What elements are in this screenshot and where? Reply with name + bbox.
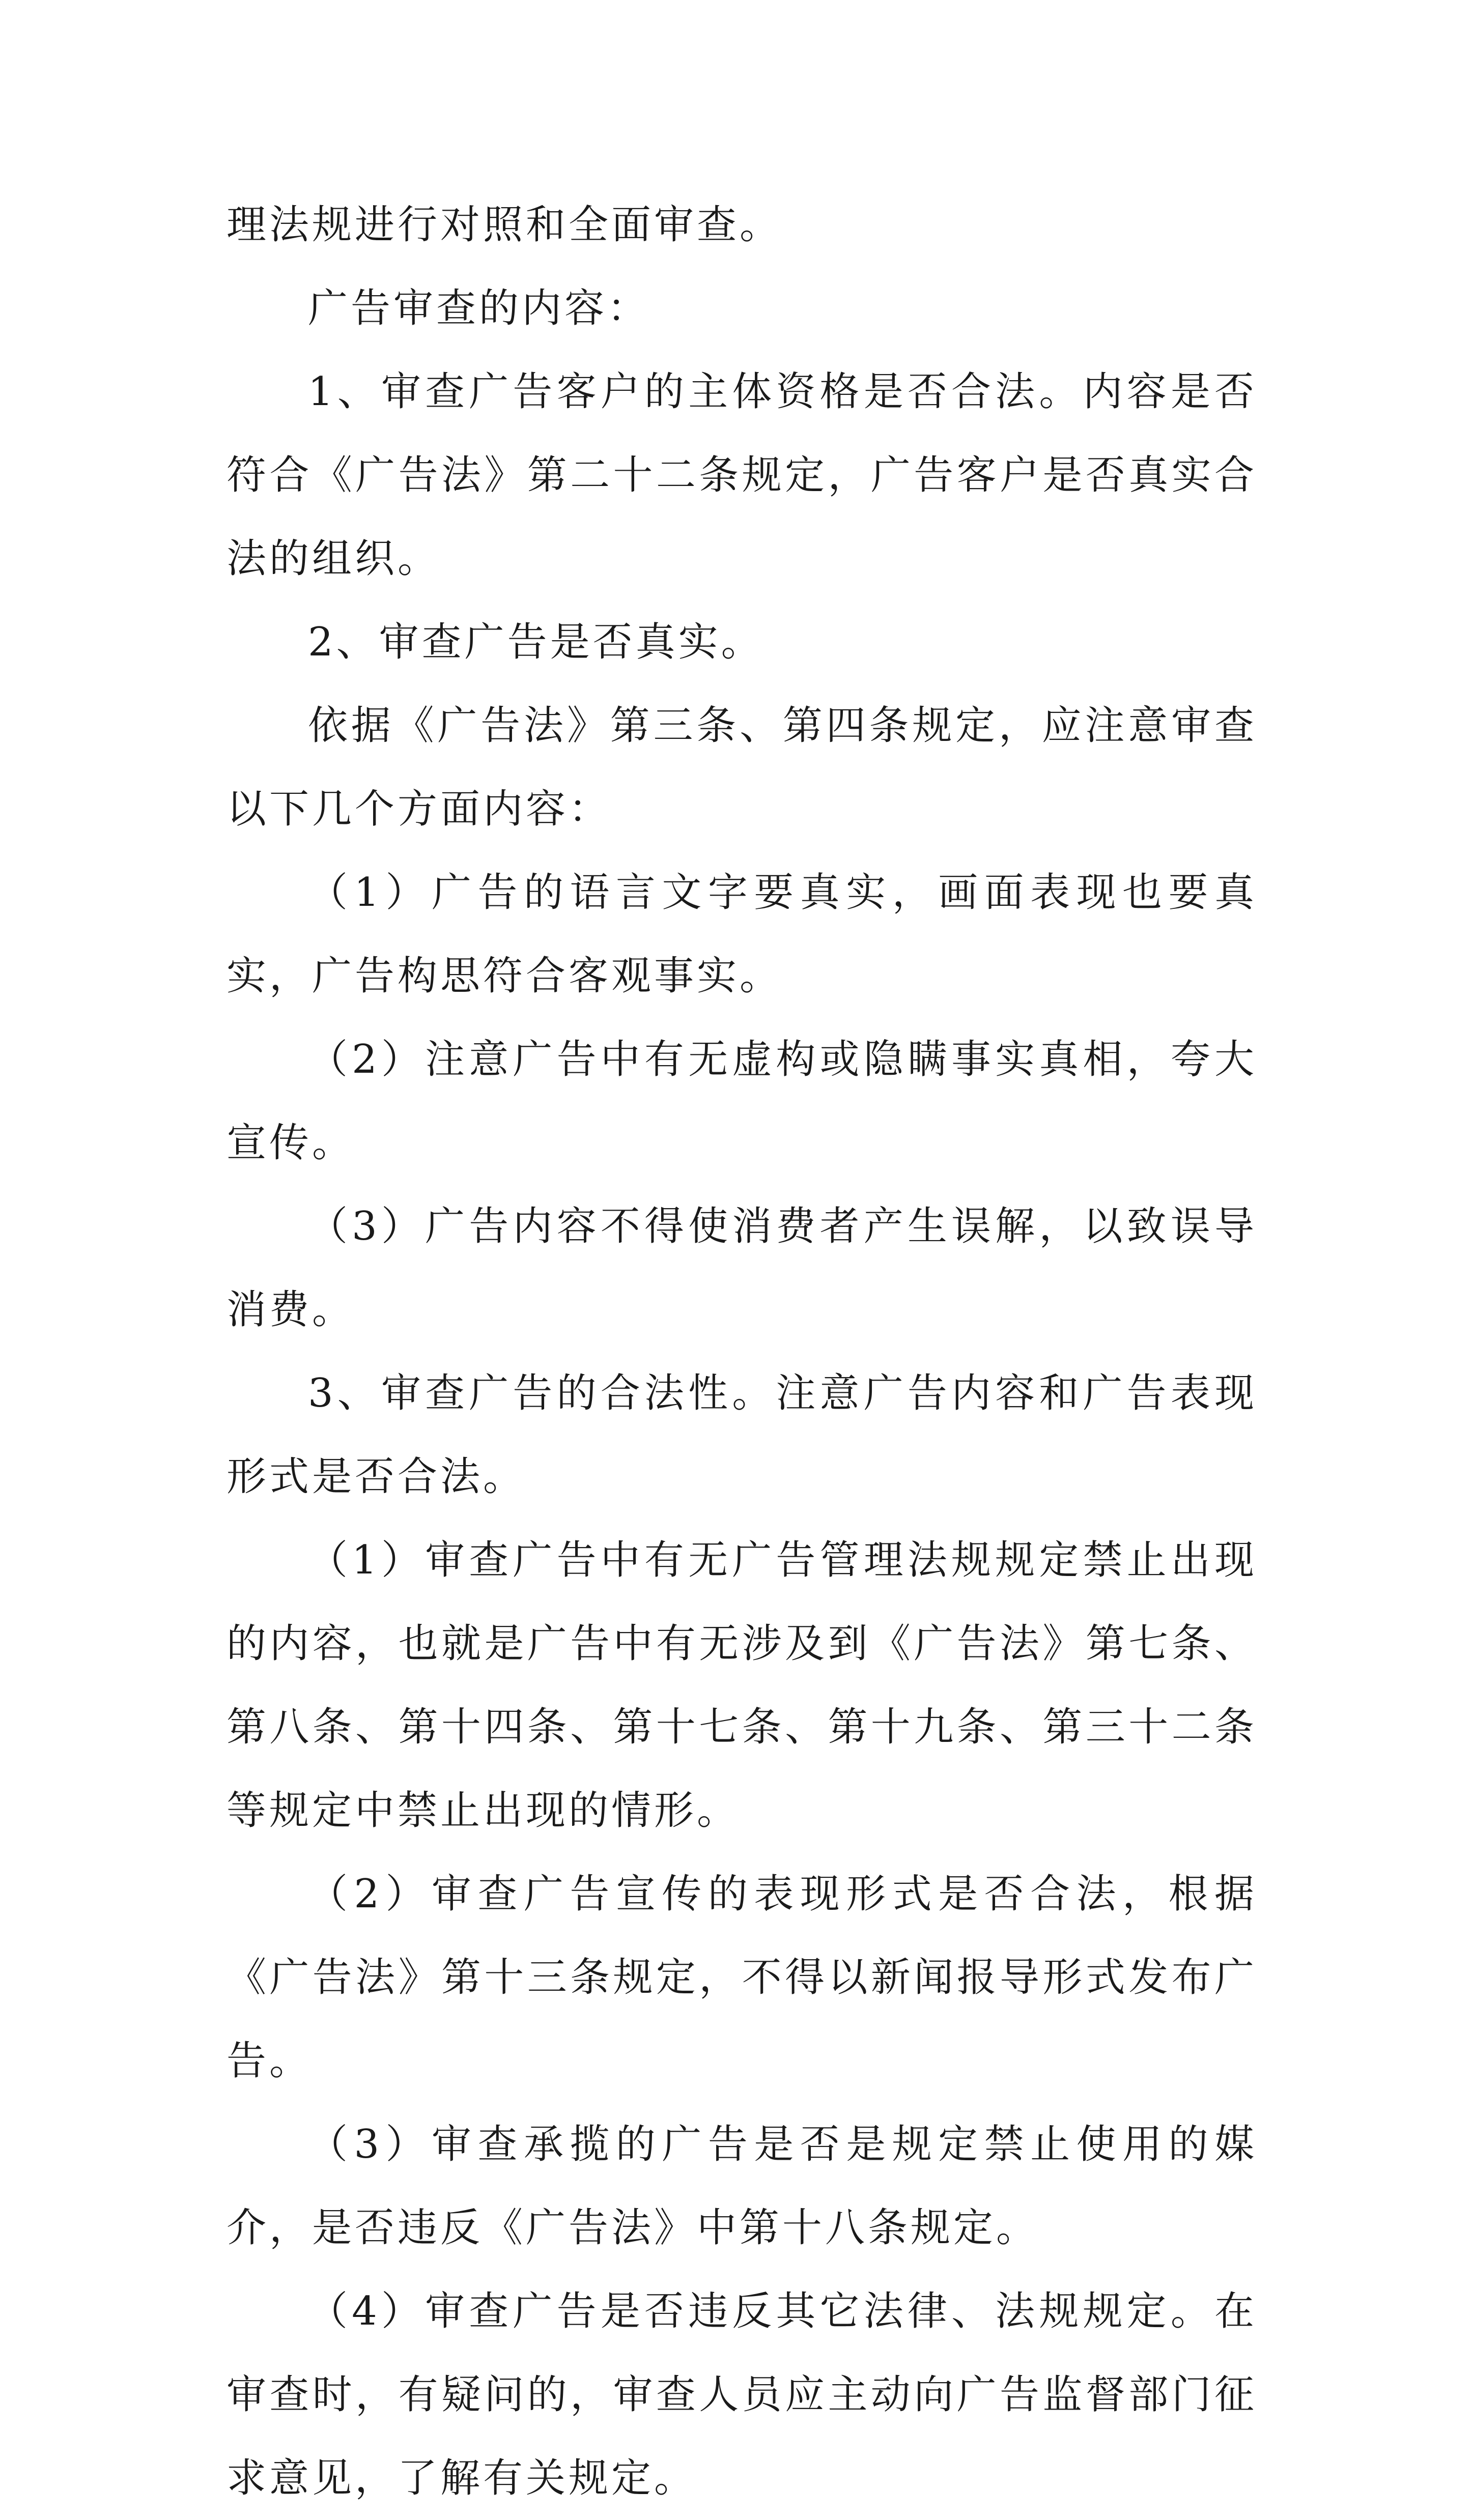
paragraph-continuation: 理法规进行对照和全面审查。 [226, 202, 783, 248]
paragraph-subitem-3-1: （1）审查广告中有无广告管理法规规定禁止出现的内容，也就是广告中有无涉及到《广告法》第七条、第八条、第十四条、第十七条、第十九条、第三十二条等规定中禁止出现的情形。 [226, 1537, 1257, 1834]
paragraph-subitem-2-2: （2）注意广告中有无虚构或隐瞒事实真相，夸大宣传。 [226, 1037, 1257, 1166]
paragraph-subitem-3-4: （4）审查广告是否违反其它法律、法规规定。在审查时，有疑问的，审查人员应主动向广告监督部门征求意见，了解有关规定。 [226, 2288, 1257, 2501]
paragraph-subitem-3-3: （3）审查承揽的广告是否是规定禁止使用的媒介，是否违反《广告法》中第十八条规定。 [226, 2122, 1257, 2251]
paragraph-subitem-2-3: （3）广告内容不得使消费者产生误解，以致误导消费。 [226, 1204, 1257, 1333]
paragraph-review-content-heading: 广告审查的内容： [308, 285, 650, 331]
document-body [226, 183, 1257, 2520]
paragraph-item-2: 2、审查广告是否真实。 [308, 619, 764, 665]
paragraph-subitem-2-1: （1）广告的语言文字要真实，画面表现也要真实，广告构思符合客观事实。 [226, 870, 1257, 999]
paragraph-item-3: 3、审查广告的合法性。注意广告内容和广告表现形式是否合法。 [226, 1370, 1257, 1500]
paragraph-item-1: 1、审查广告客户的主体资格是否合法。内容是否符合《广告法》第二十二条规定，广告客户是否真实合法的组织。 [226, 369, 1257, 582]
paragraph-basis: 依据《广告法》第三条、第四条规定，应注意审查以下几个方面内容： [226, 703, 1257, 832]
paragraph-subitem-3-2: （2）审查广告宣传的表现形式是否合法，根据《广告法》第十三条规定，不得以新闻报导形式发布广告。 [226, 1871, 1257, 2084]
